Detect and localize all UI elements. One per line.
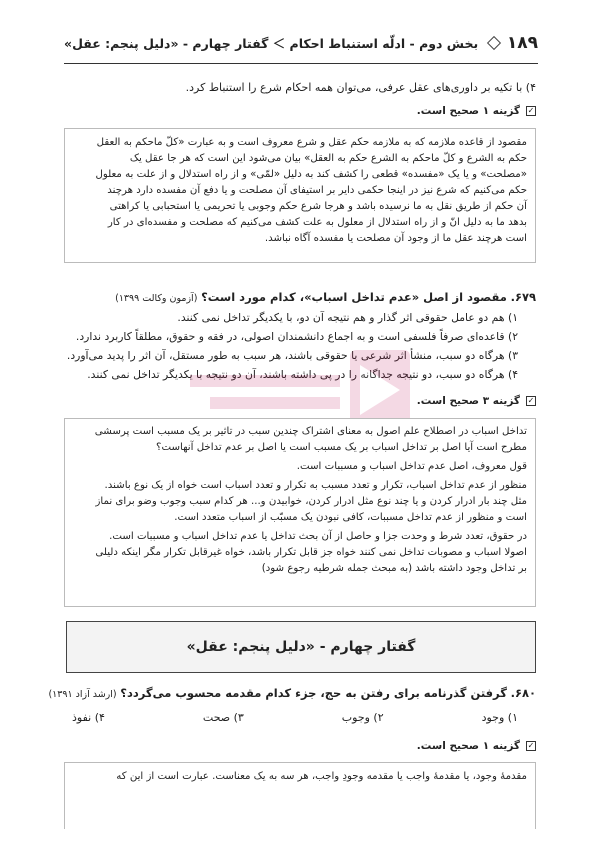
explanation-line: مقصود از قاعده ملازمه که به ملازمه حکم عقل و شرع معروف است و به عبارت «کلّ ماحکم به العقل <box>96 137 527 148</box>
explanation-line: قول معروف، اصل عدم تداخل اسباب و مسببات است. <box>296 461 527 472</box>
explanation-line: تداخل اسباب در اصطلاح علم اصول به معنای اشتراک چندین سبب در تاثیر بر یک مسبب است پرسشی <box>94 426 527 437</box>
checkbox-icon: ✓ <box>527 741 535 750</box>
question-source: (آزمون وکالت ۱۳۹۹) <box>115 293 198 304</box>
explanation-box-3 <box>64 418 536 607</box>
answer-line-3 <box>417 395 536 407</box>
q680-option-2: ۲) وجوب <box>341 711 384 724</box>
question-number: ۶۸۰. <box>510 686 536 700</box>
question-number: ۶۷۹. <box>510 290 536 304</box>
checkbox-icon: ✓ <box>527 396 535 405</box>
explanation-line: حکم به الشرع و کلّ ماحکم به الشرع حکم به العقل» بیان می‌شود این است که هر جا عقل یک <box>129 153 527 164</box>
explanation-line: «مصلحت» و یا یک «مفسده» قطعی را کشف کند به دلیل «لمّی» و از راه استدلال و از علت به معلول <box>95 169 527 180</box>
page-header <box>64 30 538 56</box>
q679-option-1: ۱) هم دو عامل حقوقی اثر گذار و هم نتیجه آن دو، با یکدیگر تداخل نمی کنند. <box>177 311 518 324</box>
explanation-line: بدهد ما به دلیل انّ و از راه استدلال از معلول به علت کشف می‌کنیم که مصلحت و مفسده‌ای در کار <box>107 217 527 228</box>
section-title: گفتار چهارم - «دلیل پنجم: عقل» <box>186 639 416 655</box>
header-divider <box>64 63 538 64</box>
q679-option-2: ۲) قاعده‌ای صرفاً فلسفی است و به اجماع دانشمندان اصولی، در فقه و حقوق، مطلقاً کاربرد ندارد. <box>75 330 518 343</box>
explanation-line: حکم می‌کنیم که شرع نیز در اینجا حکمی دایر بر استیفای آن مصلحت و یا دفع آن مفسده دارد هرچند <box>107 185 527 196</box>
explanation-line: مثل چند بار ادرار کردن و یا چند نوع مثل ادرار کردن، خوابیدن و... هر کدام سبب وجوب وضو برای نماز <box>95 496 527 507</box>
explanation-line: است هرچند عقل ما از وجود آن مصلحت یا مفسده آگاه نباشد. <box>264 233 527 244</box>
explanation-line: بر تداخل وجود داشته باشد (به مبحث جمله شرطیه رجوع شود) <box>261 563 527 574</box>
question-679-heading <box>64 290 536 304</box>
answer-line-1b <box>417 740 536 752</box>
question-680-heading <box>48 686 536 700</box>
explanation-line: در حقوق، تعدد شرط و وحدت جزا و حاصل از آن بحث تداخل یا عدم تداخل اسباب و مسببات است. <box>109 531 527 542</box>
explanation-line: آن حکم از طریق نقل به ما نرسیده باشد و هرجا شرع حکم وجوبی یا تحریمی یا استحبابی یا کراهتی <box>109 201 527 212</box>
question-text: مقصود از اصل «عدم تداخل اسباب»، کدام مورد است؟ <box>201 290 507 304</box>
q680-option-4: ۴) نفوذ <box>72 711 105 724</box>
q679-option-4: ۴) هرگاه دو سبب، دو نتیجه جداگانه را در پی داشته باشند، آن دو نتیجه با یکدیگر تداخل نمی کنند. <box>87 368 518 381</box>
explanation-box-680 <box>64 762 536 829</box>
section-title-box <box>66 621 536 673</box>
running-title: بخش دوم - ادلّه استنباط احکام ＞ گفتار چهارم - «دلیل پنجم: عقل» <box>64 36 479 51</box>
explanation-line: است و منظور از عدم تداخل مسببات، کافی نبودن یک مسبّب از اسباب متعدد است. <box>174 512 527 523</box>
answer-text: گزینه ۱ صحیح است. <box>416 740 520 752</box>
explanation-line: منظور از عدم تداخل اسباب، تکرار و تعدد مسبب به تکرار و تعدد اسباب است خواه از یک نوع باشند. <box>104 480 527 491</box>
diamond-ornament-icon <box>487 36 501 50</box>
explanation-box-1 <box>64 128 536 263</box>
question-source: (ارشد آزاد ۱۳۹۱) <box>48 689 117 700</box>
answer-text: گزینه ۳ صحیح است. <box>416 395 520 407</box>
checkbox-icon: ✓ <box>527 106 535 115</box>
q680-option-1: ۱) وجود <box>481 711 518 724</box>
q680-options-row <box>72 711 518 724</box>
answer-line-1 <box>417 105 536 117</box>
explanation-line: مقدمهٔ وجود، یا مقدمهٔ واجب یا مقدمه وجودِ واجب، هر سه به یک معناست. عبارت است از این که <box>116 771 527 782</box>
prev-question-option-4: ۴) با تکیه بر داوری‌های عقل عرفی، می‌توان همه احکام شرع را استنباط کرد. <box>185 81 536 94</box>
page-number: ۱۸۹ <box>506 33 538 53</box>
q679-option-3: ۳) هرگاه دو سبب، منشأ اثر شرعی یا حقوقی باشند، هر سبب به طور مستقل، آن اثر را پدید می‌آورد. <box>66 349 518 362</box>
page-number-group <box>483 33 538 53</box>
question-text: گرفتن گذرنامه برای رفتن به حج، جزء کدام مقدمه محسوب می‌گردد؟ <box>120 686 507 700</box>
q680-option-3: ۳) صحت <box>202 711 244 724</box>
answer-text: گزینه ۱ صحیح است. <box>416 105 520 117</box>
explanation-line: مطرح است آیا اصل بر تداخل اسباب بر یک مسبب است یا اصل بر عدم تداخل آنهاست؟ <box>156 442 527 453</box>
explanation-line: اصولا اسباب و مصوبات تداخل نمی کنند خواه جز قابل تکرار باشد، خواه غیرقابل تکرار مگر اینکه دلیلی <box>95 547 527 558</box>
